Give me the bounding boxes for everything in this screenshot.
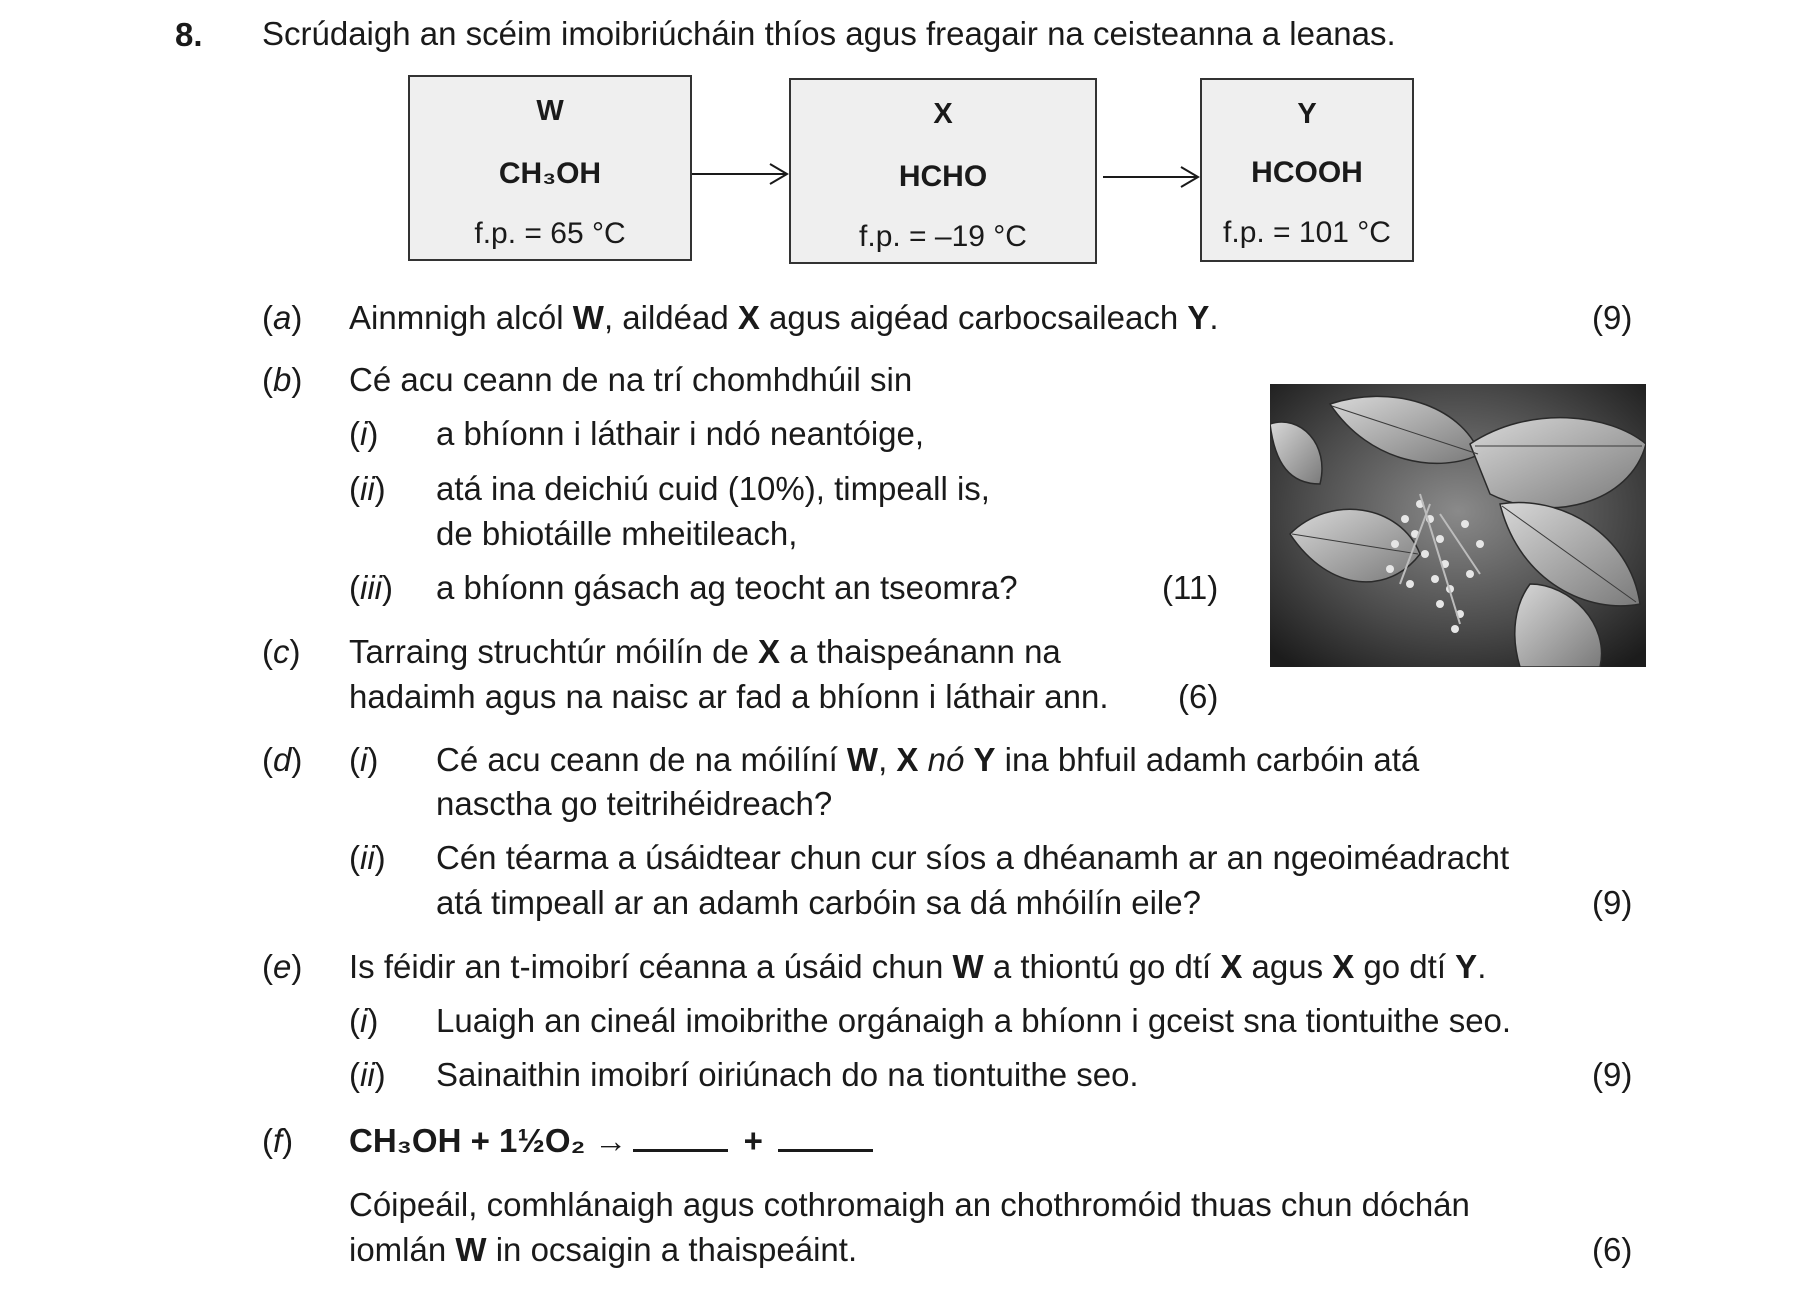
part-e-label: (e) [262, 948, 303, 985]
part-e-ii-text: Sainaithin imoibrí oiriúnach do na tiontuithe seo. [436, 1056, 1139, 1093]
equation-plus: + [743, 1122, 763, 1159]
box-x-letter: X [933, 98, 953, 130]
part-b-i-label: (i) [349, 415, 379, 452]
part-b-iii-text: a bhíonn gásach ag teocht an tseomra? [436, 569, 1018, 606]
equation-blank-1 [633, 1123, 728, 1152]
part-e-i-text: Luaigh an cineál imoibrithe orgánaigh a bhíonn i gceist sna tiontuithe seo. [436, 1002, 1512, 1039]
part-a-marks: (9) [1592, 299, 1633, 336]
part-d-marks: (9) [1592, 884, 1633, 921]
box-w-boiling-point: f.p. = 65 °C [474, 217, 626, 250]
part-b-stem: Cé acu ceann de na trí chomhdhúil sin [349, 361, 913, 398]
part-b-ii-text-2: de bhiotáille mheitileach, [436, 515, 798, 552]
box-x-formula: HCHO [898, 160, 988, 193]
box-y-letter: Y [1297, 98, 1317, 130]
part-d-i-label: (i) [349, 741, 379, 778]
part-d-label: (d) [262, 741, 303, 778]
part-a-text: Ainmnigh alcól W, aildéad X agus aigéad carbocsaileach Y. [349, 299, 1219, 336]
part-f-text-1: Cóipeáil, comhlánaigh agus cothromaigh an chothromóid thuas chun dóchán [349, 1186, 1470, 1223]
part-b-i-text: a bhíonn i láthair i ndó neantóige, [436, 415, 925, 452]
box-w-formula: CH₃OH [498, 157, 602, 190]
scheme-arrows [0, 0, 1818, 300]
question-intro: Scrúdaigh an scéim imoibriúcháin thíos agus freagair na ceisteanna a leanas. [262, 15, 1396, 52]
part-a-letter: a [273, 299, 292, 336]
part-d-ii-text-2: atá timpeall ar an adamh carbóin sa dá mhóilín eile? [436, 884, 1201, 921]
question-number: 8. [175, 16, 203, 53]
box-y-formula: HCOOH [1251, 156, 1363, 189]
part-e-ii-label: (ii) [349, 1056, 386, 1093]
part-a-label: (a) [262, 299, 303, 336]
equation-reactants: CH₃OH + 1½O₂ → [349, 1122, 628, 1159]
part-f-label: (f) [262, 1122, 294, 1159]
part-b-label: (b) [262, 361, 303, 398]
part-d-i-text-1: Cé acu ceann de na móilíní W, X nó Y ina bhfuil adamh carbóin atá [436, 741, 1420, 778]
part-e-stem: Is féidir an t-imoibrí céanna a úsáid chun W a thiontú go dtí X agus X go dtí Y. [349, 948, 1487, 985]
part-b-ii-label: (ii) [349, 470, 386, 507]
nettle-photo [1270, 384, 1646, 667]
part-b-iii-label: (iii) [349, 569, 393, 606]
part-e-i-label: (i) [349, 1002, 379, 1039]
box-y-boiling-point: f.p. = 101 °C [1223, 216, 1391, 249]
part-b-ii-text-1: atá ina deichiú cuid (10%), timpeall is, [436, 470, 990, 507]
part-c-marks: (6) [1178, 678, 1219, 715]
part-f-equation [349, 1121, 879, 1161]
part-b-marks: (11) [1162, 569, 1219, 606]
part-d-i-text-2: nasctha go teitrihéidreach? [436, 785, 833, 822]
part-f-marks: (6) [1592, 1231, 1633, 1268]
part-d-ii-label: (ii) [349, 839, 386, 876]
part-e-marks: (9) [1592, 1056, 1633, 1093]
part-c-label: (c) [262, 633, 301, 670]
box-w-letter: W [536, 95, 564, 127]
part-d-ii-text-1: Cén téarma a úsáidtear chun cur síos a dhéanamh ar an ngeoiméadracht [436, 839, 1510, 876]
equation-blank-2 [778, 1123, 873, 1152]
part-c-text-2: hadaimh agus na naisc ar fad a bhíonn i láthair ann. [349, 678, 1109, 715]
part-f-text-2: iomlán W in ocsaigin a thaispeáint. [349, 1231, 858, 1268]
box-x-boiling-point: f.p. = –19 °C [859, 220, 1027, 253]
part-c-text-1: Tarraing struchtúr móilín de X a thaispeánann na [349, 633, 1061, 670]
